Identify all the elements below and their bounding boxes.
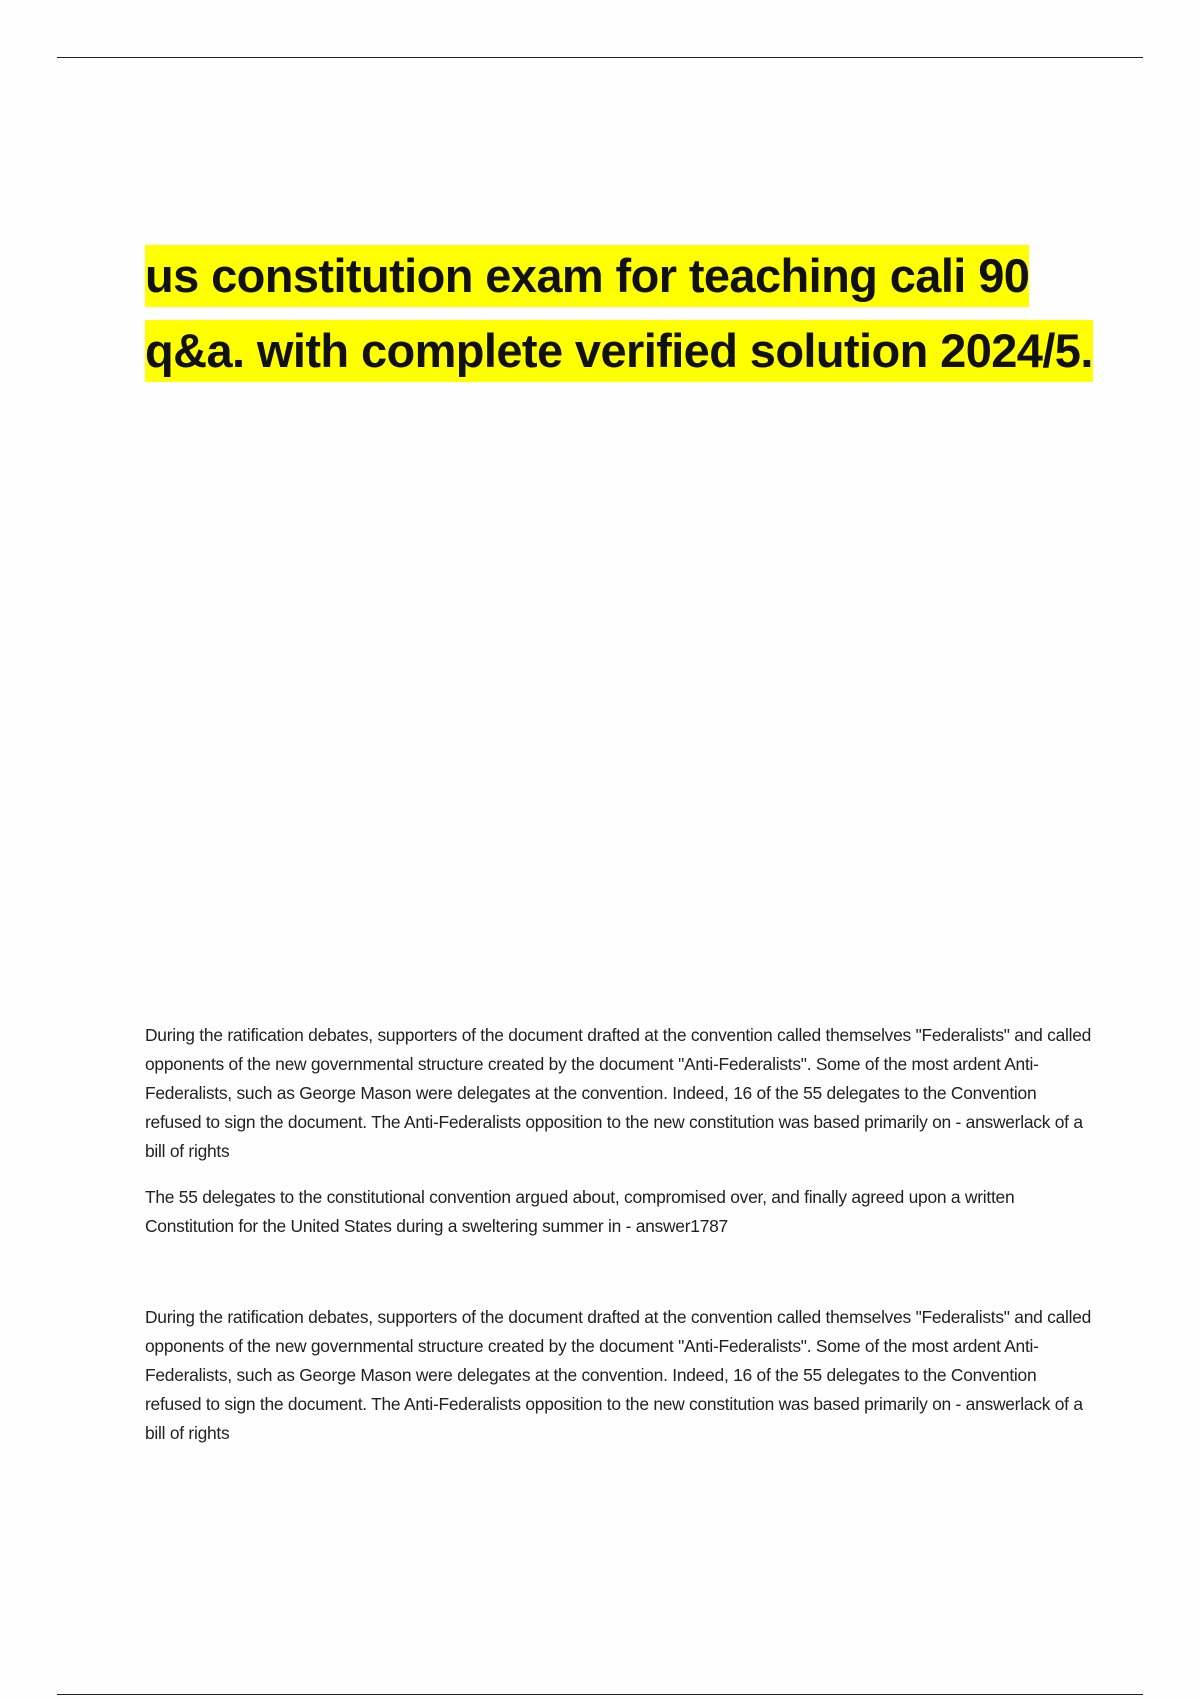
question-paragraph-3: During the ratification debates, supporters of the document drafted at the convention called themselves "Federalists" and called opponents of the new governmental structure created by the document "Anti-Federalists". Some of the most ardent Anti-Federalists, such as George Mason were delegates at the convention. Indeed, 16 of the 55 delegates to the Convention refused to sign the document. The Anti-Federalists opposition to the new constitution was based primarily on - answerlack of a bill of rights (145, 1307, 1092, 1443)
document-title (145, 238, 1105, 388)
question-paragraph-2: The 55 delegates to the constitutional convention argued about, compromised over, and finally agreed upon a written Constitution for the United States during a sweltering summer in - answer1787 (145, 1187, 1015, 1236)
header-rule (57, 57, 1143, 58)
title-highlight: us constitution exam for teaching cali 90 q&a. with complete verified solution 2024/5. (145, 245, 1093, 382)
footer-rule (57, 1694, 1143, 1695)
question-paragraph-1: During the ratification debates, supporters of the document drafted at the convention called themselves "Federalists" and called opponents of the new governmental structure created by the document "Anti-Federalists". Some of the most ardent Anti-Federalists, such as George Mason were delegates at the convention. Indeed, 16 of the 55 delegates to the Convention refused to sign the document. The Anti-Federalists opposition to the new constitution was based primarily on - answerlack of a bill of rights (145, 1025, 1092, 1161)
